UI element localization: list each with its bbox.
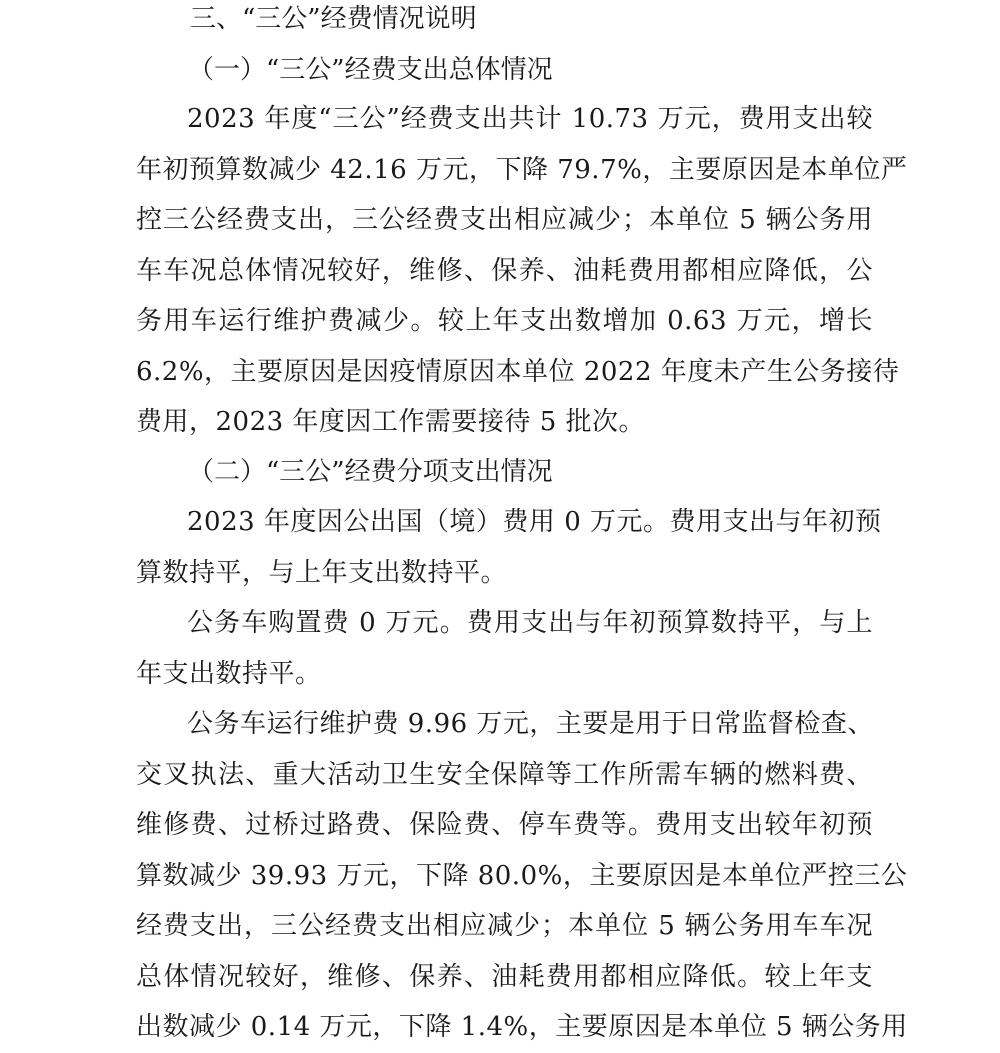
paragraph-line: 年支出数持平。 (136, 658, 322, 689)
paragraph-line: 费用，2023 年度因工作需要接待 5 批次。 (136, 407, 646, 437)
paragraph-line: 交叉执法、重大活动卫生安全保障等工作所需车辆的燃料费、 (136, 759, 873, 790)
paragraph-line: 总体情况较好，维修、保养、油耗费用都相应降低。较上年支 (136, 961, 873, 992)
paragraph-line: 2023 年度因公出国（境）费用 0 万元。费用支出与年初预 (187, 507, 882, 537)
subsection-title-overall: （一）“三公”经费支出总体情况 (188, 55, 553, 85)
paragraph-vehicle-purchase (136, 598, 873, 699)
paragraph-line: 2023 年度“三公”经费支出共计 10.73 万元，费用支出较 (187, 104, 873, 134)
paragraph-line: 车车况总体情况较好，维修、保养、油耗费用都相应降低，公 (136, 255, 873, 286)
paragraph-line: 出数减少 0.14 万元，下降 1.4%，主要原因是本单位 5 辆公务用 (136, 1012, 908, 1042)
paragraph-line: 算数持平，与上年支出数持平。 (136, 557, 508, 588)
paragraph-line: 维修费、过桥过路费、保险费、停车费等。费用支出较年初预 (136, 810, 873, 840)
paragraph-line: 公务车运行维护费 9.96 万元，主要是用于日常监督检查、 (187, 709, 874, 739)
subsection-title-itemized: （二）“三公”经费分项支出情况 (188, 457, 553, 487)
paragraph-line: 务用车运行维护费减少。较上年支出数增加 0.63 万元，增长 (136, 306, 873, 336)
paragraph-line: 年初预算数减少 42.16 万元，下降 79.7%，主要原因是本单位严 (136, 154, 908, 185)
section-title: 三、“三公”经费情况说明 (190, 4, 477, 34)
paragraph-line: 算数减少 39.93 万元，下降 80.0%，主要原因是本单位严控三公 (136, 860, 908, 891)
paragraph-line: 控三公经费支出，三公经费支出相应减少；本单位 5 辆公务用 (136, 205, 873, 235)
paragraph-vehicle-maintenance (136, 699, 908, 1053)
paragraph-overall-spending (136, 94, 908, 448)
paragraph-line: 6.2%，主要原因是因疫情原因本单位 2022 年度未产生公务接待 (136, 356, 900, 387)
paragraph-line: 公务车购置费 0 万元。费用支出与年初预算数持平，与上 (187, 608, 873, 638)
paragraph-line: 经费支出，三公经费支出相应减少；本单位 5 辆公务用车车况 (136, 911, 873, 941)
paragraph-overseas-travel (136, 497, 882, 598)
